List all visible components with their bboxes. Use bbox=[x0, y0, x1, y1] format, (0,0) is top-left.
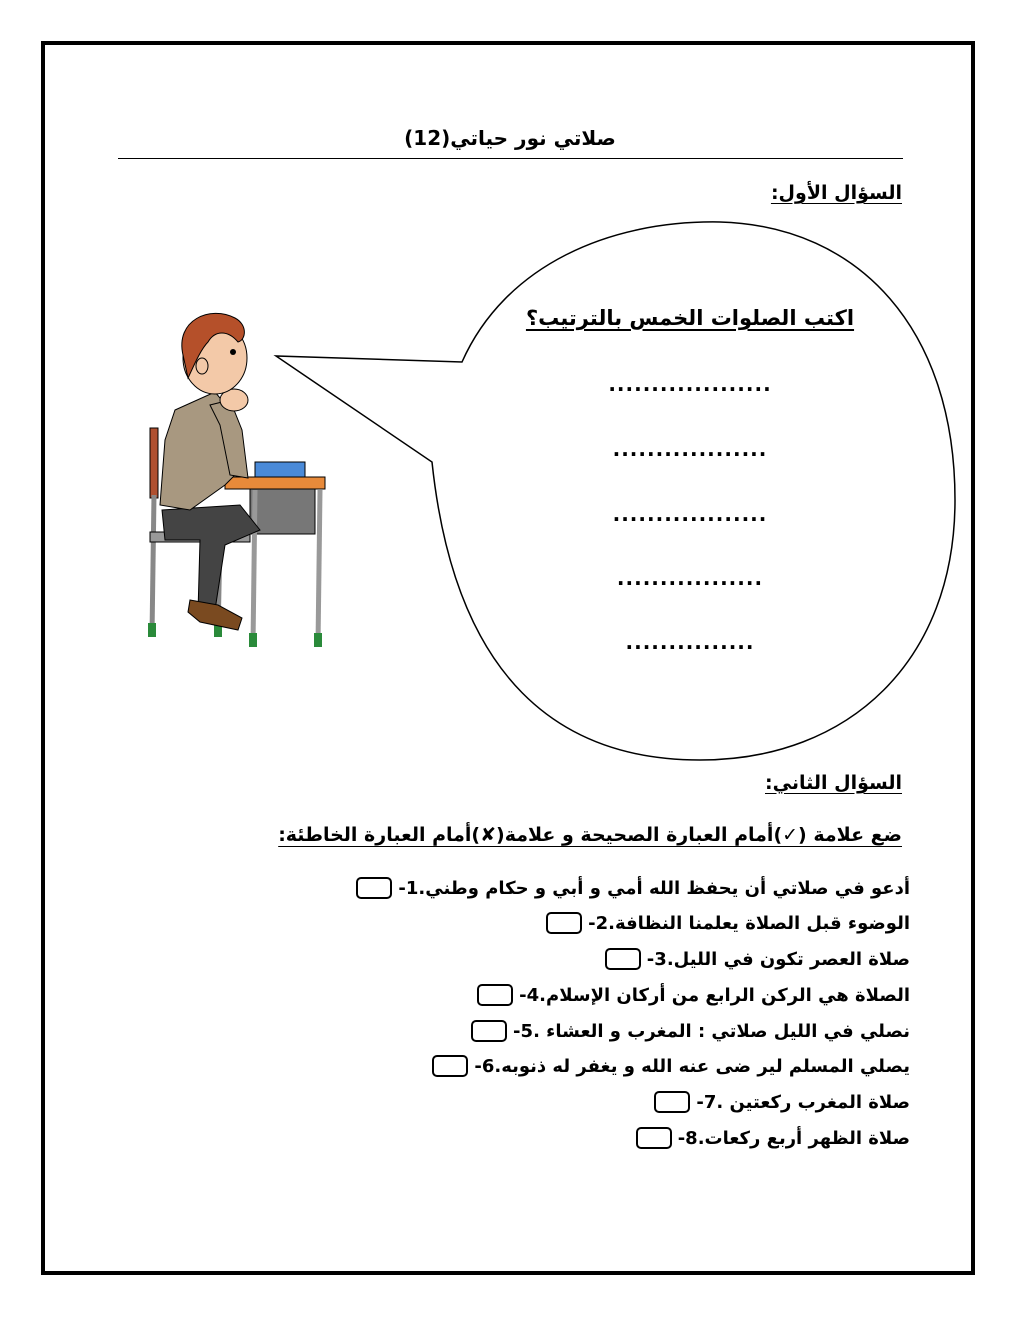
question1-heading: السؤال الأول: bbox=[770, 182, 902, 204]
item-text: صلاة الظهر أربع ركعات. bbox=[697, 1127, 910, 1149]
item-text: الصلاة هي الركن الرابع من أركان الإسلام. bbox=[539, 984, 910, 1006]
item-number: 1- bbox=[398, 877, 419, 899]
item-number: 6- bbox=[474, 1055, 495, 1077]
question1-prompt: اكتب الصلوات الخمس بالترتيب؟ bbox=[525, 306, 855, 330]
tf-item-6 bbox=[430, 1052, 910, 1080]
item-number: 4- bbox=[519, 984, 540, 1006]
tf-item-7 bbox=[652, 1088, 910, 1116]
page-title: صلاتي نور حياتي(12) bbox=[404, 126, 616, 150]
tf-item-8 bbox=[634, 1124, 910, 1152]
item-text: أدعو في صلاتي أن يحفظ الله أمي و أبي و حكام وطني. bbox=[418, 877, 910, 899]
item-text: الوضوء قبل الصلاة يعلمنا النظافة. bbox=[608, 912, 910, 934]
answer-line-2[interactable]: .................. bbox=[612, 437, 768, 461]
answer-checkbox[interactable] bbox=[654, 1091, 690, 1113]
answer-line-3[interactable]: .................. bbox=[612, 502, 768, 526]
item-number: 7- bbox=[696, 1091, 717, 1113]
tf-item-1 bbox=[354, 874, 910, 902]
answer-checkbox[interactable] bbox=[546, 912, 582, 934]
answer-checkbox[interactable] bbox=[432, 1055, 468, 1077]
answer-checkbox[interactable] bbox=[471, 1020, 507, 1042]
item-text: صلاة المغرب ركعتين . bbox=[716, 1091, 910, 1113]
answer-line-4[interactable]: ................. bbox=[616, 566, 764, 590]
item-number: 3- bbox=[646, 948, 667, 970]
answer-line-1[interactable]: ................... bbox=[608, 372, 772, 396]
item-text: صلاة العصر تكون في الليل. bbox=[666, 948, 910, 970]
answer-checkbox[interactable] bbox=[605, 948, 641, 970]
question2-instruction: ضع علامة (✓)أمام العبارة الصحيحة و علامة(✘)أمام العبارة الخاطئة: bbox=[278, 824, 902, 846]
item-text: يصلي المسلم لير ضى عنه الله و يغفر له ذنوبه. bbox=[494, 1055, 910, 1077]
boy-at-desk-thinking-icon bbox=[130, 300, 330, 660]
answer-checkbox[interactable] bbox=[356, 877, 392, 899]
tf-item-2 bbox=[544, 909, 910, 937]
item-text: نصلي في الليل صلاتي : المغرب و العشاء . bbox=[533, 1020, 910, 1042]
tf-item-4 bbox=[475, 981, 910, 1009]
answer-line-5[interactable]: ............... bbox=[625, 630, 755, 654]
item-number: 8- bbox=[677, 1127, 698, 1149]
tf-item-5 bbox=[469, 1017, 910, 1045]
tf-item-3 bbox=[603, 945, 910, 973]
question2-heading: السؤال الثاني: bbox=[765, 772, 902, 794]
answer-checkbox[interactable] bbox=[636, 1127, 672, 1149]
answer-checkbox[interactable] bbox=[477, 984, 513, 1006]
item-number: 2- bbox=[588, 912, 609, 934]
item-number: 5- bbox=[513, 1020, 534, 1042]
